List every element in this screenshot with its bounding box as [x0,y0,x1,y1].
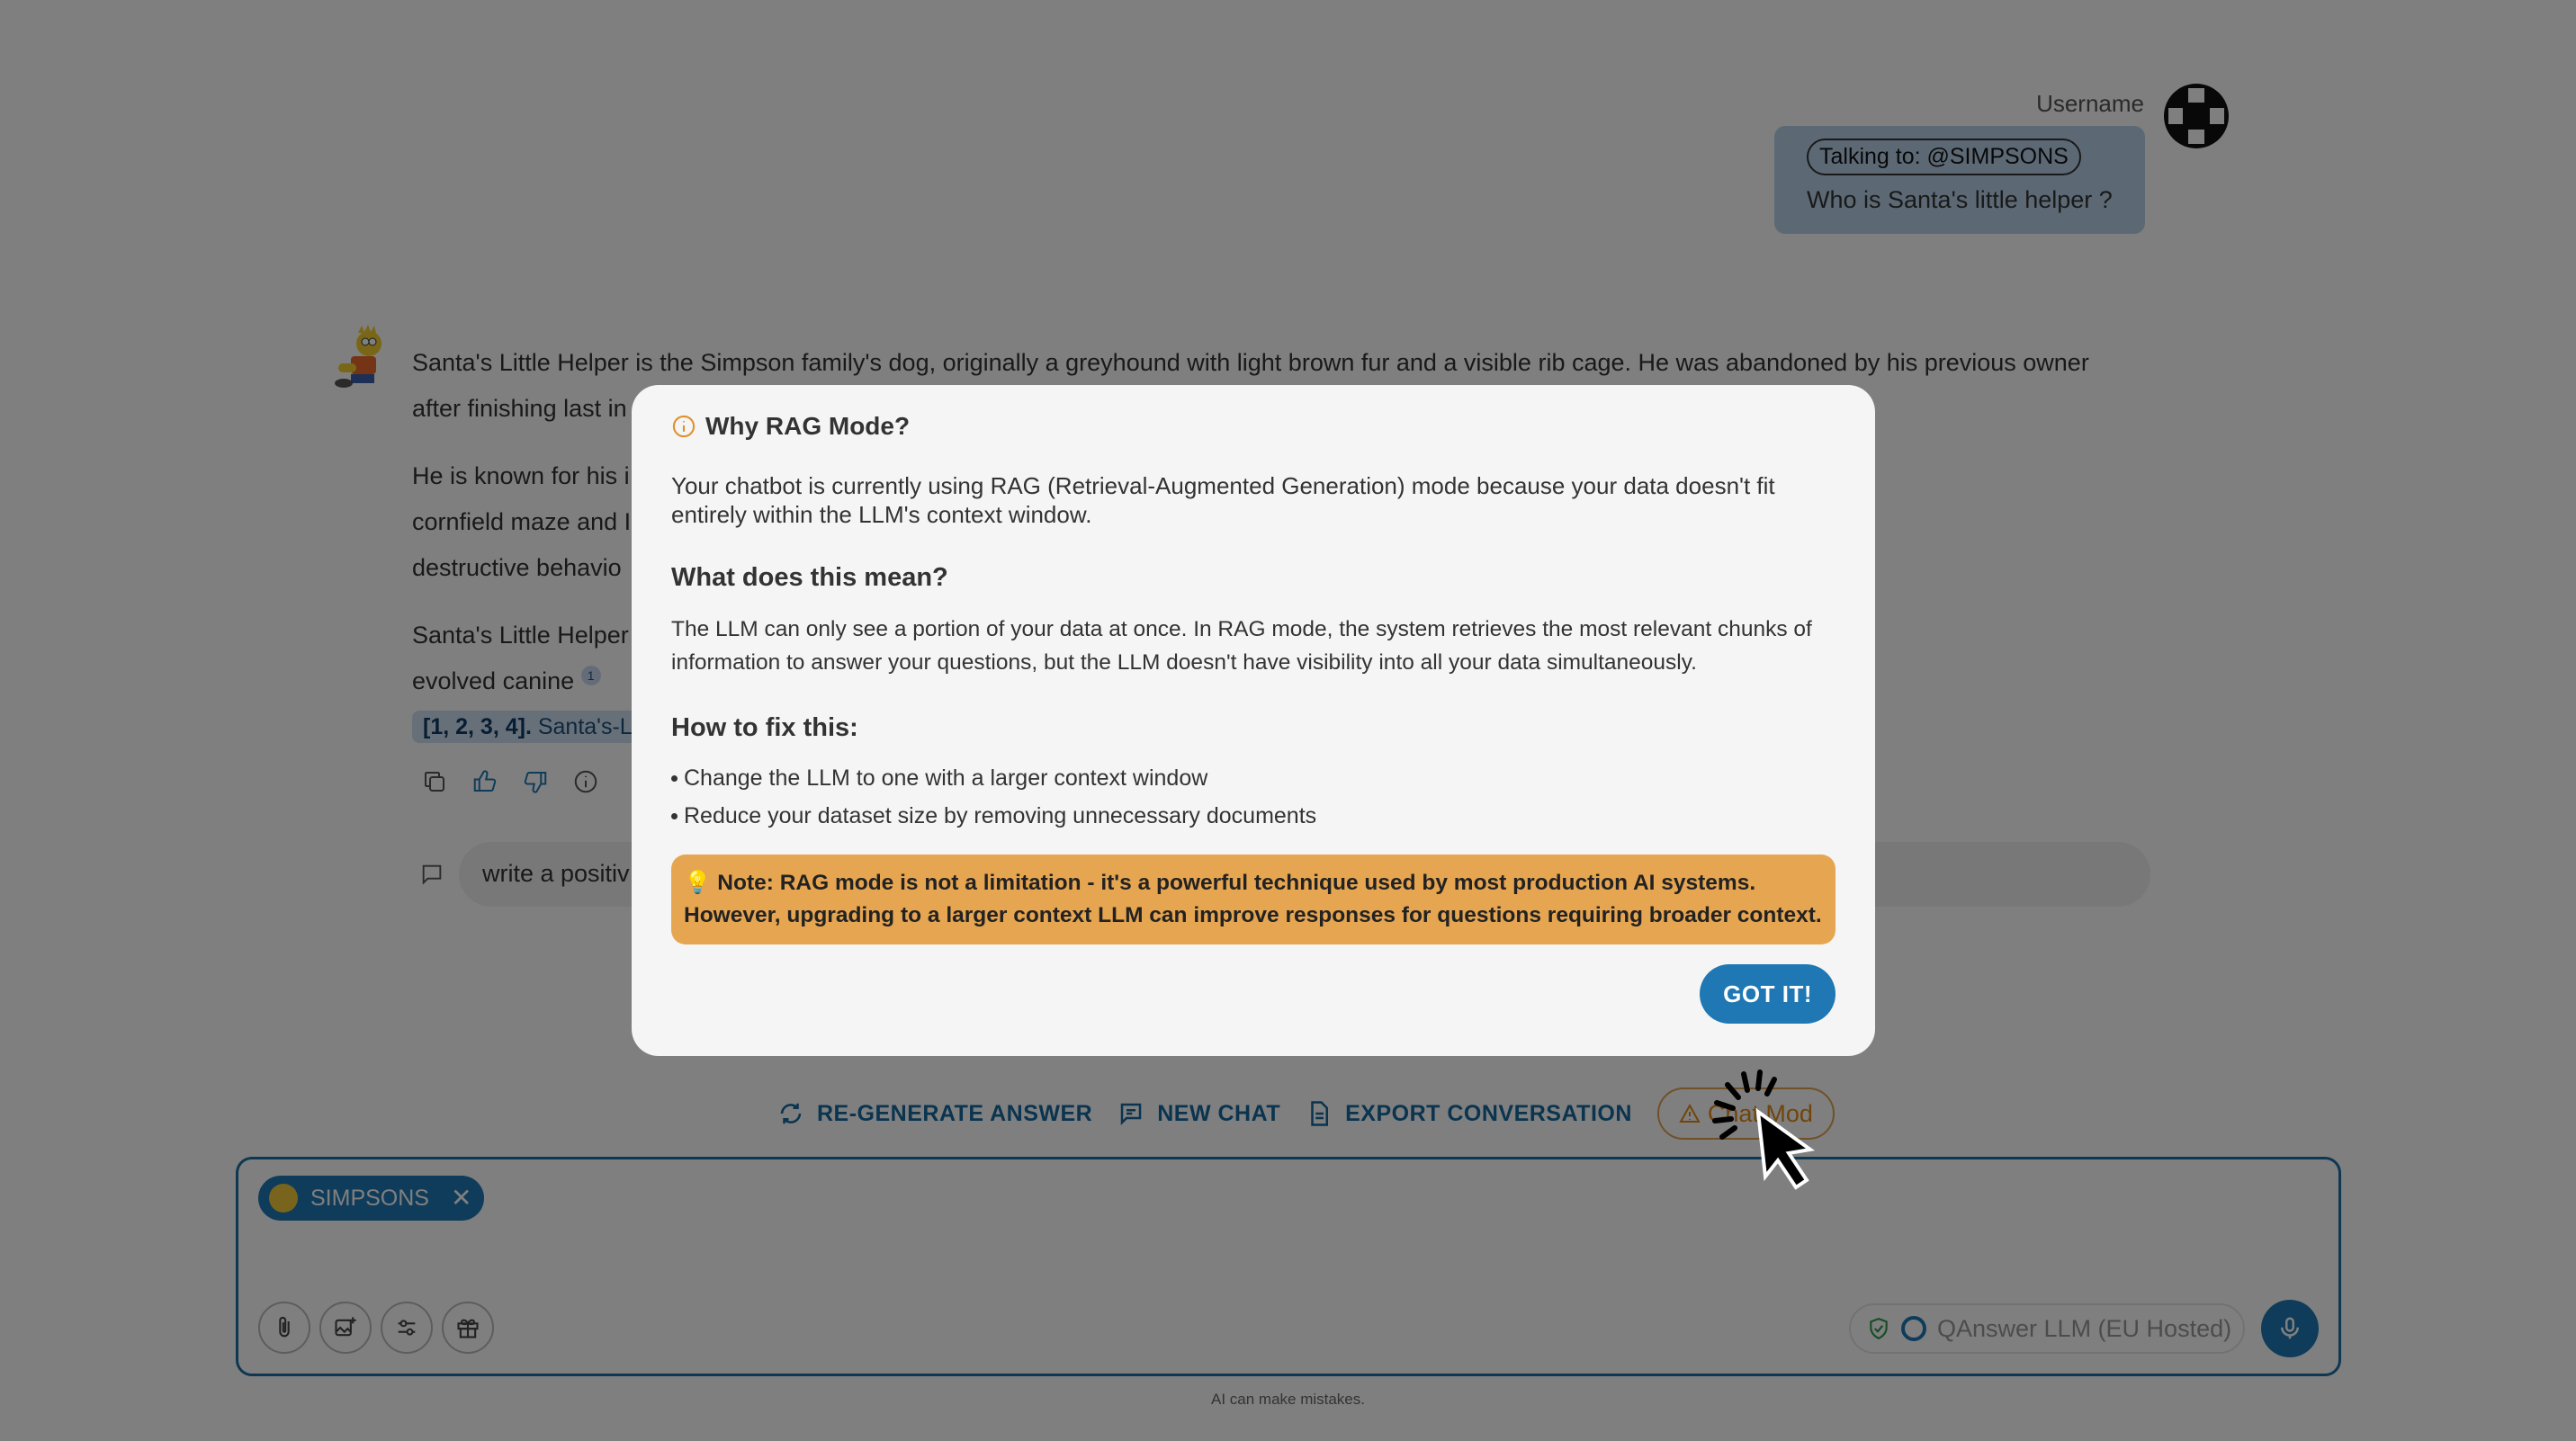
fix-item: Reduce your dataset size by removing unnecessary documents [684,797,1836,835]
got-it-button[interactable]: GOT IT! [1700,964,1836,1024]
cursor-icon [1706,1067,1832,1193]
meaning-text: The LLM can only see a portion of your data at once. In RAG mode, the system retrieves the most relevant chunks of information to answer your questions, but the LLM doesn't have visibility into all your data simultaneously. [671,617,1812,675]
dialog-header [671,412,1836,441]
dialog-title: Why RAG Mode? [705,412,911,440]
fix-item: Change the LLM to one with a larger context window [684,759,1836,797]
fix-list [671,759,1836,835]
rag-mode-dialog [632,385,1875,1056]
fix-heading: How to fix this: [671,713,858,742]
meaning-heading: What does this mean? [671,563,948,592]
dialog-intro: Your chatbot is currently using RAG (Retrieval-Augmented Generation) mode because your data doesn't fit entirely within the LLM's context window. [671,472,1775,528]
note-banner: 💡 Note: RAG mode is not a limitation - it's a powerful technique used by most production AI systems. However, upgrading to a larger context LLM can improve responses for questions requiring broader context. [671,855,1836,944]
info-icon [671,414,696,439]
